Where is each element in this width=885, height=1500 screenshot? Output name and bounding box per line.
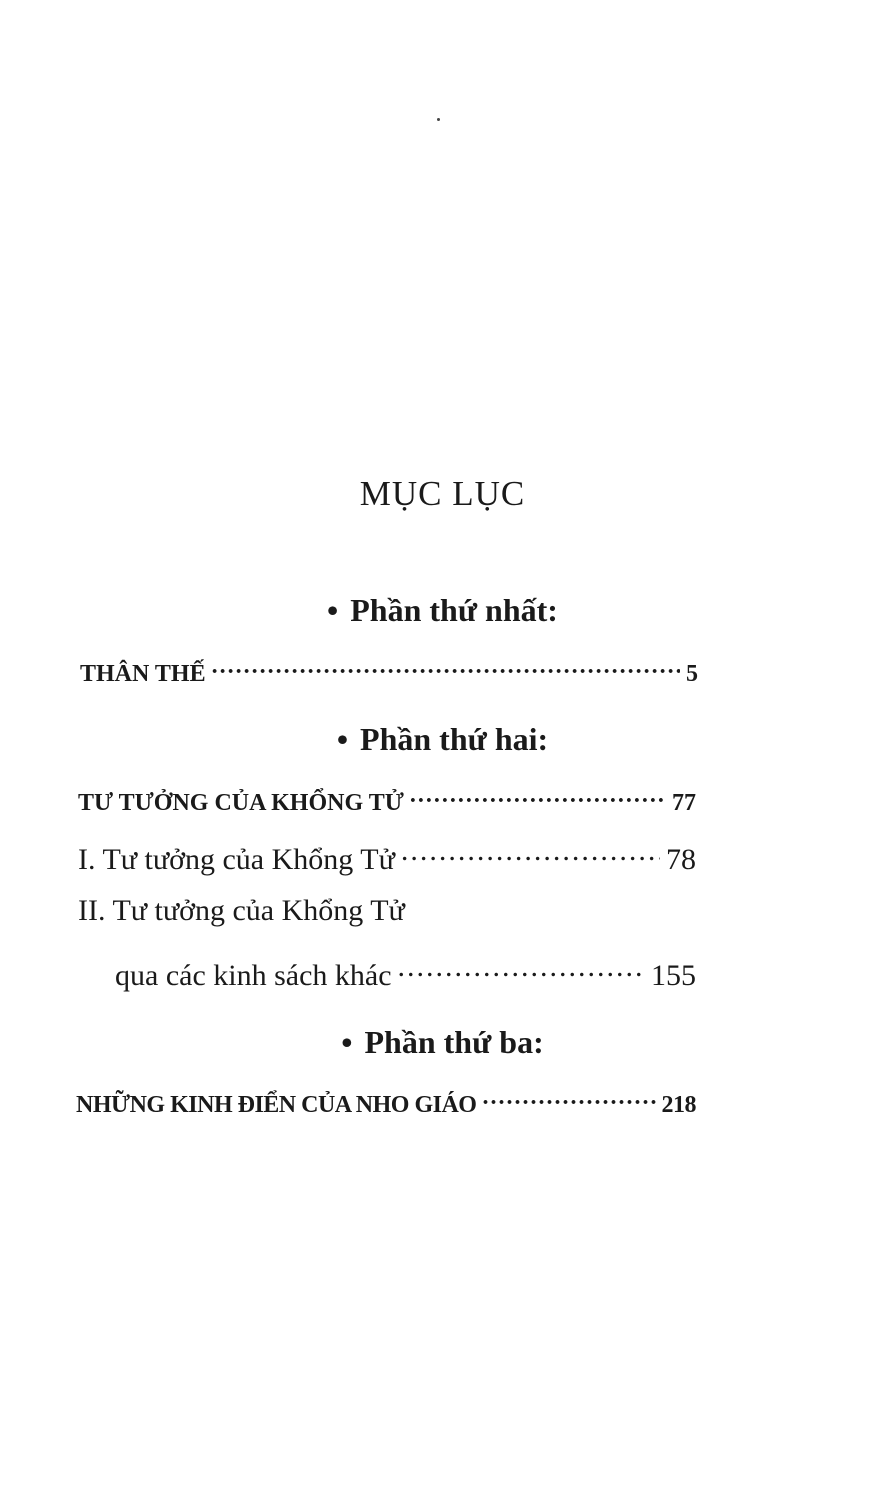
toc-entry-label: TƯ TƯỞNG CỦA KHỔNG TỬ: [78, 790, 404, 817]
toc-entry-label-line1: II. Tư tưởng của Khổng Tử: [78, 894, 405, 927]
dot-leader: [401, 836, 660, 869]
part-heading-2: [0, 721, 885, 758]
toc-entry-page: 78: [666, 843, 696, 876]
toc-entry-page: 77: [672, 790, 696, 817]
part-heading-1: [0, 592, 885, 629]
part-heading-label: Phần thứ nhất:: [350, 592, 558, 628]
part-heading-3: [0, 1024, 885, 1061]
dot-leader: [398, 952, 645, 985]
part-heading-label: Phần thứ ba:: [364, 1024, 544, 1060]
toc-entry-label: THÂN THẾ: [80, 661, 206, 688]
bullet-icon: •: [341, 1024, 353, 1060]
toc-entry-label: I. Tư tưởng của Khổng Tử: [78, 843, 395, 876]
dot-leader: [212, 655, 680, 681]
dot-leader: [410, 784, 666, 810]
print-speck: [437, 118, 440, 121]
toc-entry-page: 155: [651, 959, 696, 992]
toc-entry-page: 218: [661, 1092, 696, 1119]
toc-entry[interactable]: [115, 952, 696, 993]
toc-entry[interactable]: [80, 655, 698, 688]
dot-leader: [482, 1086, 655, 1112]
part-heading-label: Phần thứ hai:: [360, 721, 549, 757]
toc-entry-label-line2: qua các kinh sách khác: [115, 959, 392, 992]
page-title: MỤC LỤC: [359, 474, 526, 513]
toc-entry[interactable]: [78, 836, 696, 877]
toc-entry-page: 5: [686, 661, 698, 688]
toc-entry[interactable]: [76, 1086, 696, 1119]
toc-entry-label: NHỮNG KINH ĐIỂN CỦA NHO GIÁO: [76, 1092, 477, 1119]
toc-entry[interactable]: [78, 784, 696, 817]
bullet-icon: •: [336, 721, 349, 757]
bullet-icon: •: [327, 592, 339, 628]
